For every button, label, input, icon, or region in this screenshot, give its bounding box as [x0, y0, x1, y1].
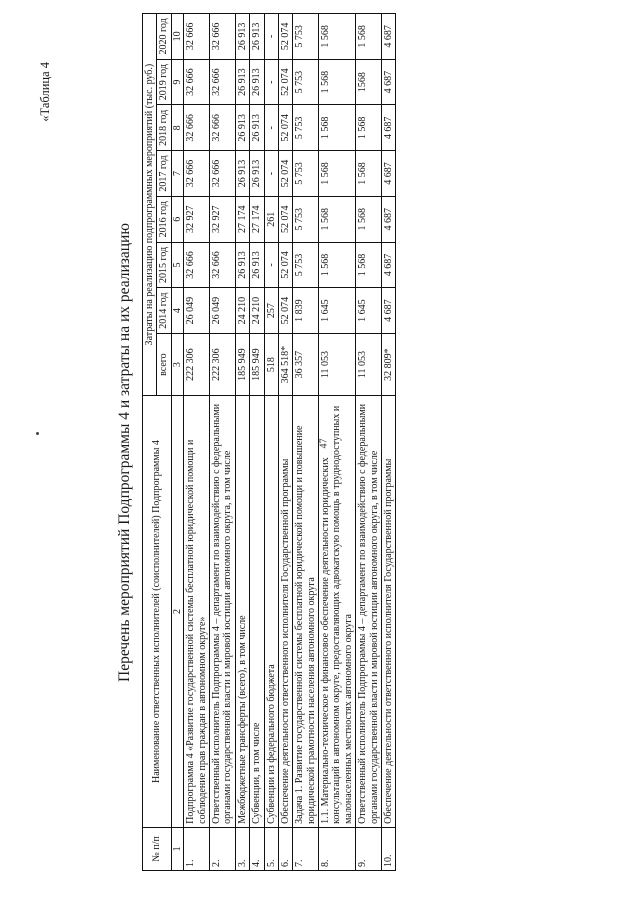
row-year-value: -	[264, 105, 278, 151]
table-row	[356, 14, 382, 871]
row-year-value: 26 913	[235, 242, 249, 288]
column-index: 1	[171, 827, 183, 870]
row-year-value: 32 666	[184, 242, 210, 288]
row-year-value: 1 568	[356, 196, 382, 242]
row-year-value: 27 174	[235, 196, 249, 242]
table-row	[264, 14, 278, 871]
row-total: 364 518*	[278, 334, 292, 396]
row-year-value: 32 666	[184, 59, 210, 105]
row-year-value: 26 913	[235, 151, 249, 197]
row-name: Ответственный исполнитель Подпрограммы 4 – департамент по взаимодействию с федеральными органами государственной власти и мировой юстиции автономного округа, в том числе	[356, 396, 382, 828]
header-total: всего	[157, 334, 171, 396]
row-year-value: 4 687	[382, 59, 396, 105]
row-year-value: 1 568	[356, 151, 382, 197]
header-year: 2015 год	[157, 242, 171, 288]
header-year: 2016 год	[157, 196, 171, 242]
row-year-value: 32 666	[209, 105, 235, 151]
row-year-value: 32 666	[209, 151, 235, 197]
row-year-value: -	[264, 14, 278, 60]
row-year-value: 32 666	[184, 151, 210, 197]
header-costs: Затраты на реализацию подпрограммных мероприятий (тыс. руб.)	[143, 14, 157, 396]
row-total: 518	[264, 334, 278, 396]
row-year-value: 32 927	[209, 196, 235, 242]
row-year-value: 5 753	[293, 14, 319, 60]
row-year-value: 1 568	[319, 105, 356, 151]
row-name: Ответственный исполнитель Подпрограммы 4 – департамент по взаимодействию с федеральными органами государственной власти и мировой юстиции автономного округа, в том числе	[209, 396, 235, 828]
row-year-value: 26 913	[250, 105, 264, 151]
row-year-value: 4 687	[382, 151, 396, 197]
row-year-value: 32 666	[184, 14, 210, 60]
row-number: 10.	[382, 827, 396, 870]
column-index: 3	[171, 334, 183, 396]
row-number: 5.	[264, 827, 278, 870]
table-title: Перечень мероприятий Подпрограммы 4 и затраты на их реализацию	[116, 223, 133, 682]
row-name: Субвенции из федерального бюджета	[264, 396, 278, 828]
row-name: Межбюджетные трансферты (всего), в том числе	[235, 396, 249, 828]
column-index: 9	[171, 59, 183, 105]
column-index: 8	[171, 105, 183, 151]
row-year-value: 5 753	[293, 105, 319, 151]
row-number: 7.	[293, 827, 319, 870]
header-year: 2017 год	[157, 151, 171, 197]
row-year-value: 52 074	[278, 242, 292, 288]
row-year-value: 27 174	[250, 196, 264, 242]
row-year-value: 32 927	[184, 196, 210, 242]
row-name: Субвенции, в том числе	[250, 396, 264, 828]
row-total: 222 306	[184, 334, 210, 396]
row-year-value: 1 568	[319, 196, 356, 242]
row-year-value: 1 568	[319, 242, 356, 288]
row-year-value: 26 913	[250, 151, 264, 197]
table-row	[184, 14, 210, 871]
row-year-value: 26 913	[235, 14, 249, 60]
table-row	[250, 14, 264, 871]
row-year-value: -	[264, 59, 278, 105]
row-year-value: 52 074	[278, 288, 292, 334]
row-total: 32 809*	[382, 334, 396, 396]
header-year: 2018 год	[157, 105, 171, 151]
row-name: Подпрограмма 4 «Развитие государственной системы бесплатной юридической помощи и соблюдение прав граждан в автономном округе»	[184, 396, 210, 828]
row-year-value: 26 913	[250, 242, 264, 288]
column-index: 5	[171, 242, 183, 288]
costs-table	[142, 13, 396, 871]
table-row	[235, 14, 249, 871]
row-year-value: 1 568	[319, 59, 356, 105]
row-year-value: 32 666	[209, 14, 235, 60]
table-row	[293, 14, 319, 871]
column-index: 7	[171, 151, 183, 197]
row-year-value: 5 753	[293, 196, 319, 242]
row-year-value: 32 666	[184, 105, 210, 151]
row-year-value: 1568	[356, 59, 382, 105]
column-index: 10	[171, 14, 183, 60]
row-year-value: 32 666	[209, 59, 235, 105]
header-no: № п/п	[143, 827, 172, 870]
row-year-value: 1 568	[356, 242, 382, 288]
row-total: 185 949	[250, 334, 264, 396]
row-total: 185 949	[235, 334, 249, 396]
row-year-value: 4 687	[382, 242, 396, 288]
row-total: 36 357	[293, 334, 319, 396]
row-year-value: 4 687	[382, 196, 396, 242]
row-year-value: 26 913	[250, 59, 264, 105]
table-row	[209, 14, 235, 871]
table-row	[319, 14, 356, 871]
row-number: 4.	[250, 827, 264, 870]
row-year-value: 1 568	[319, 14, 356, 60]
row-year-value: 52 074	[278, 14, 292, 60]
row-year-value: 52 074	[278, 59, 292, 105]
row-year-value: 24 210	[250, 288, 264, 334]
table-row	[278, 14, 292, 871]
row-year-value: -	[264, 151, 278, 197]
row-year-value: 1 568	[319, 151, 356, 197]
column-index: 2	[171, 396, 183, 828]
header-year: 2019 год	[157, 59, 171, 105]
row-year-value: 5 753	[293, 151, 319, 197]
row-name: Обеспечение деятельности ответственного исполнителя Государственной программы	[382, 396, 396, 828]
row-number: 9.	[356, 827, 382, 870]
row-year-value: 52 074	[278, 196, 292, 242]
header-year: 2020 год	[157, 14, 171, 60]
row-year-value: -	[264, 242, 278, 288]
page-number: 47	[318, 438, 330, 449]
row-year-value: 52 074	[278, 105, 292, 151]
table-label	[38, 0, 53, 905]
table-label-text: «Таблица 4	[38, 62, 52, 122]
row-year-value: 1 645	[319, 288, 356, 334]
row-year-value: 261	[264, 196, 278, 242]
header-year: 2014 год	[157, 288, 171, 334]
row-year-value: 4 687	[382, 14, 396, 60]
row-year-value: 1 568	[356, 105, 382, 151]
row-number: 2.	[209, 827, 235, 870]
row-year-value: 5 753	[293, 59, 319, 105]
row-year-value: 4 687	[382, 288, 396, 334]
row-year-value: 257	[264, 288, 278, 334]
row-number: 3.	[235, 827, 249, 870]
row-name: 1.1. Материально-техническое и финансовое обеспечение деятельности юридических консультаций в автономном округе, предоставляющих адвокатскую помощь в труднодоступных и малонаселенных местностях автономного округа	[319, 396, 356, 828]
header-name: Наименование ответственных исполнителей (соисполнителей) Подпрограммы 4	[143, 396, 172, 828]
row-year-value: 26 913	[235, 105, 249, 151]
row-year-value: 5 753	[293, 242, 319, 288]
row-year-value: 1 839	[293, 288, 319, 334]
row-year-value: 24 210	[235, 288, 249, 334]
row-year-value: 52 074	[278, 151, 292, 197]
row-name: Задача 1. Развитие государственной системы бесплатной юридической помощи и повышение юридической грамотности населения автономного округа	[293, 396, 319, 828]
row-total: 11 053	[319, 334, 356, 396]
column-index: 4	[171, 288, 183, 334]
row-name: Обеспечение деятельности ответственного исполнителя Государственной программы	[278, 396, 292, 828]
row-year-value: 32 666	[209, 242, 235, 288]
row-year-value: 1 645	[356, 288, 382, 334]
column-index: 6	[171, 196, 183, 242]
row-total: 11 053	[356, 334, 382, 396]
row-year-value: 26 049	[184, 288, 210, 334]
row-year-value: 26 913	[250, 14, 264, 60]
row-number: 8.	[319, 827, 356, 870]
row-total: 222 306	[209, 334, 235, 396]
column-index-row	[171, 14, 183, 871]
row-year-value: 4 687	[382, 105, 396, 151]
row-number: 1.	[184, 827, 210, 870]
row-year-value: 26 049	[209, 288, 235, 334]
row-year-value: 1 568	[356, 14, 382, 60]
table-row	[382, 14, 396, 871]
row-year-value: 26 913	[235, 59, 249, 105]
row-number: 6.	[278, 827, 292, 870]
